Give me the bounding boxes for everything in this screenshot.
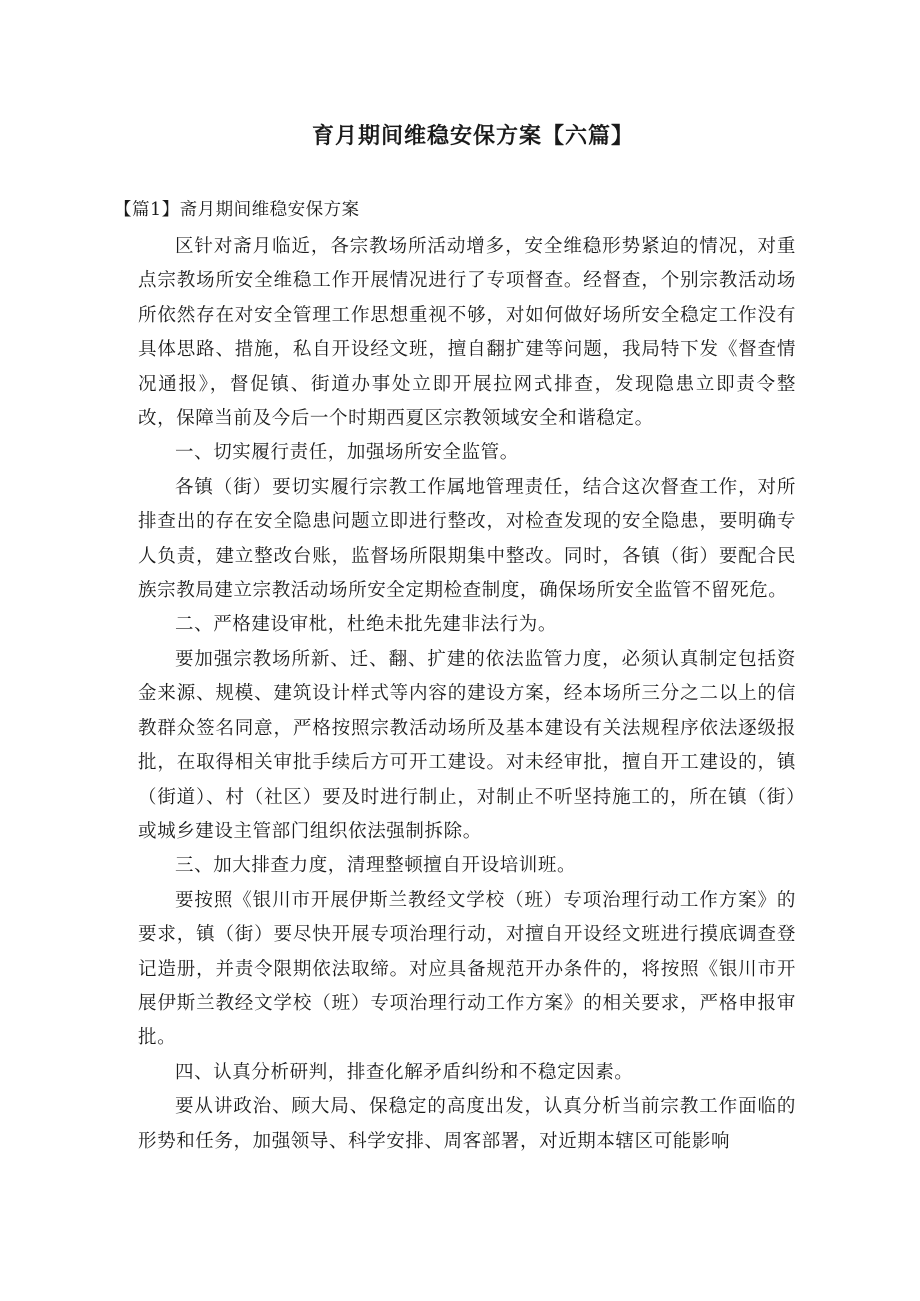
- body-paragraph: 区针对斋月临近，各宗教场所活动增多，安全维稳形势紧迫的情况，对重点宗教场所安全维稳工作开展情况进行了专项督查。经督查，个别宗教活动场所依然存在对安全管理工作思想重视不够，对如何做好场所安全稳定工作没有具体思路、措施，私自开设经文班，擅自翻扩建等问题，我局特下发《督查情况通报》，督促镇、街道办事处立即开展拉网式排查，发现隐患立即责令整改，保障当前及今后一个时期西夏区宗教领域安全和谐稳定。: [138, 236, 796, 430]
- document-title: 育月期间维稳安保方案【六篇】: [311, 124, 634, 149]
- subheading-1: 一、切实履行责任，加强场所安全监管。: [175, 442, 519, 464]
- subheading-2: 二、严格建设审枇，杜绝未批先建非法行为。: [175, 614, 558, 636]
- subheading-4: 四、认真分析研判，排查化解矛盾纠纷和不稳定因素。: [175, 1061, 634, 1083]
- body-paragraph: 要按照《银川市开展伊斯兰教经文学校（班）专项治理行动工作方案》的要求，镇（街）要尽快开展专项治理行动，对擅自开设经文班进行摸底调查登记造册，并责令限期依法取缔。对应具备规范开办条件的，将按照《银川市开展伊斯兰教经文学校（班）专项治理行动工作方案》的相关要求，严格申报审批。: [138, 889, 796, 1049]
- document-body: [138, 230, 796, 1159]
- body-paragraph: 各镇（街）要切实履行宗教工作属地管理责任，结合这次督查工作，对所排查出的存在安全隐患问题立即进行整改，对检查发现的安全隐患，要明确专人负责，建立整改台账，监督场所限期集中整改。同时，各镇（街）要配合民族宗教局建立宗教活动场所安全定期检查制度，确保场所安全监管不留死危。: [138, 476, 796, 602]
- subheading-3: 三、加大排查力度，清理整顿擅自开设培训班。: [175, 855, 577, 877]
- body-paragraph: 要加强宗教场所新、迁、翻、扩建的依法监管力度，必须认真制定包括资金来源、规模、建筑设计样式等内容的建设方案，经本场所三分之二以上的信教群众签名同意，严格按照宗教活动场所及基本建设有关法规程序依法逐级报批，在取得相关审批手续后方可开工建设。对未经审批，擅自开工建设的，镇（街道）、村（社区）要及时进行制止，对制止不听坚持施工的，所在镇（街）或城乡建设主管部门组织依法强制拆除。: [138, 648, 796, 842]
- body-paragraph: 要从讲政治、顾大局、保稳定的高度出发，认真分析当前宗教工作面临的形势和任务，加强领导、科学安排、周客部署，对近期本辖区可能影响: [138, 1096, 796, 1152]
- section-heading: 【篇1】斋月期间维稳安保方案: [114, 200, 360, 220]
